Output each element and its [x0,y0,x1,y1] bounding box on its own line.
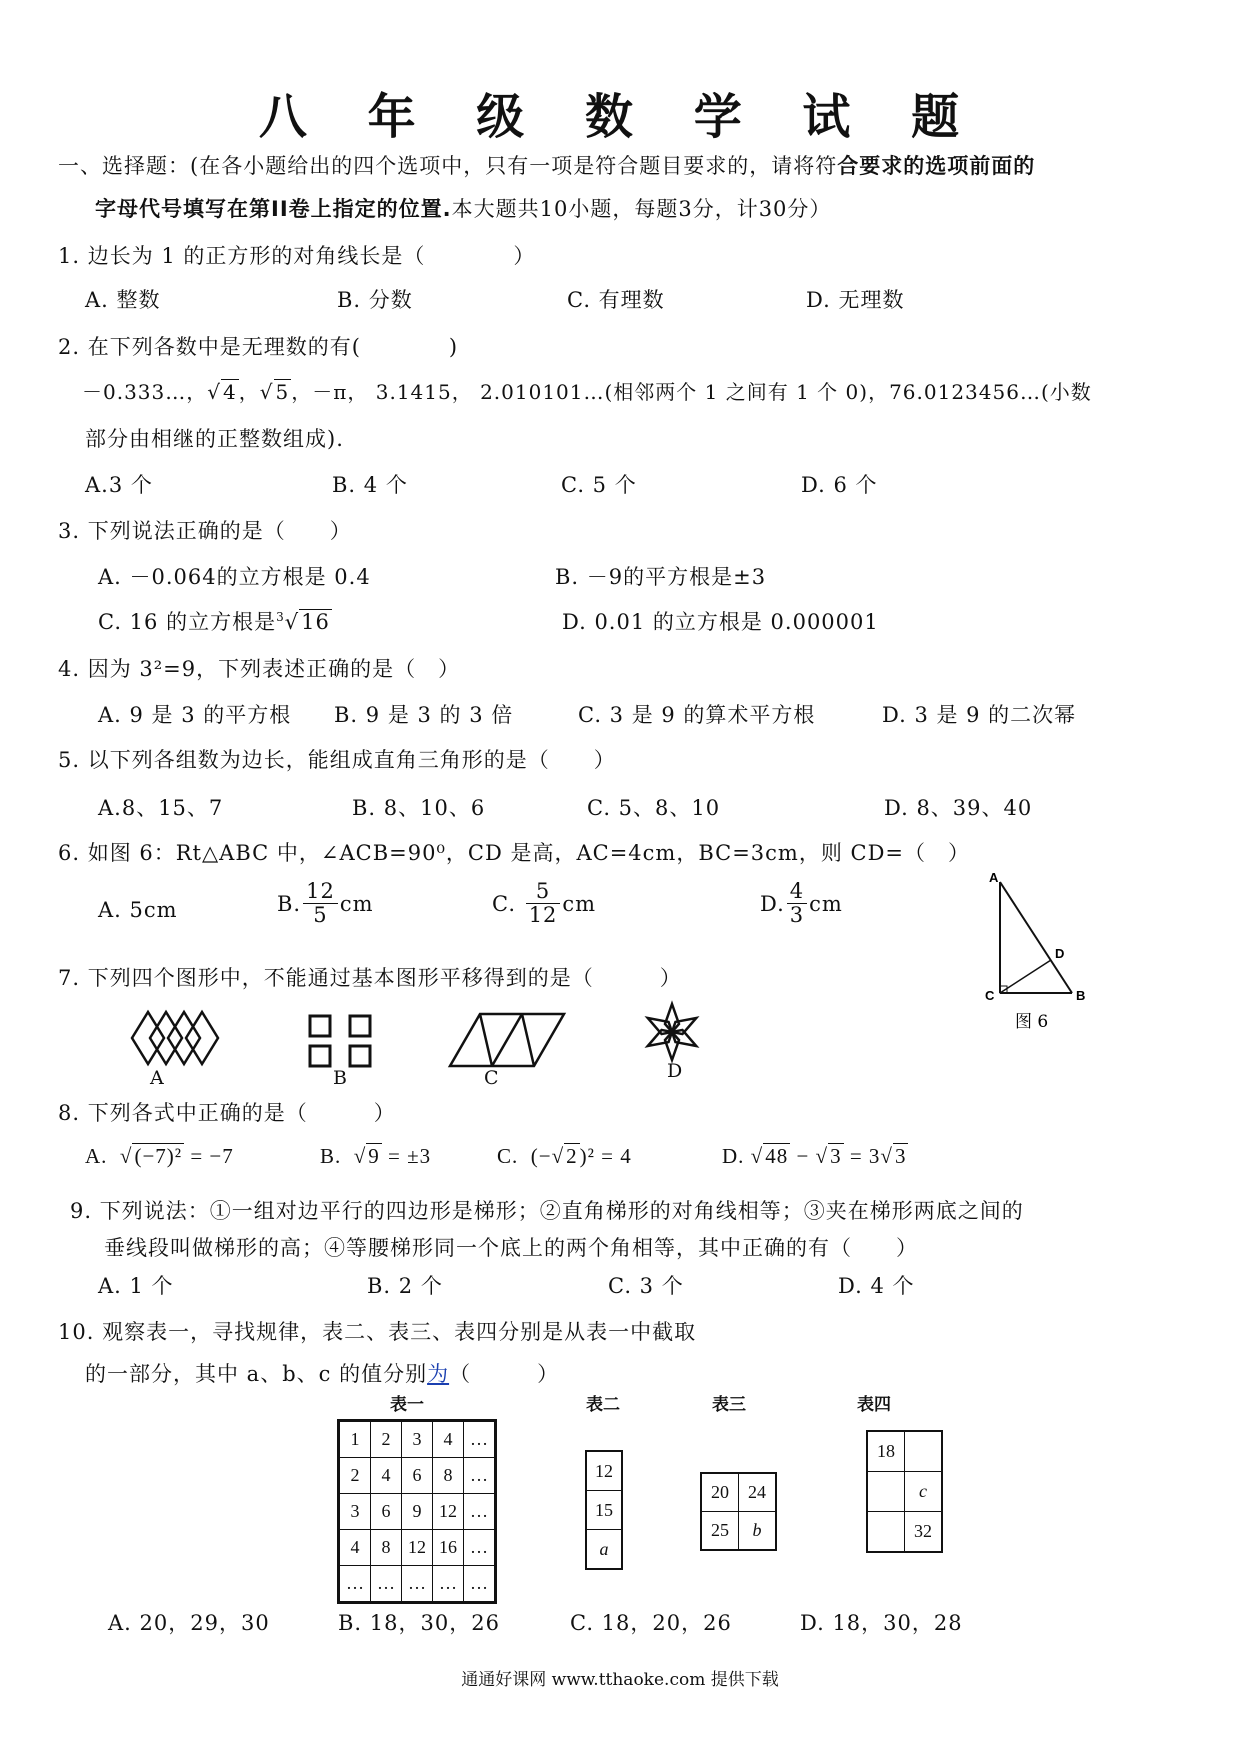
table4-grid [866,1430,943,1553]
table1-cell: 4 [339,1530,371,1566]
table4-cell [867,1472,905,1512]
q8-b-label: B. [320,1144,342,1168]
q7-figure-c-triangles [447,1010,567,1070]
table1-row [339,1458,496,1494]
table4-caption: 表四 [857,1395,891,1415]
q2-option-b: B. 4 个 [332,473,408,497]
q10-line1: 10. 观察表一，寻找规律，表二、表三、表四分别是从表一中截取 [58,1320,697,1344]
table4-cell: 18 [867,1431,905,1472]
q1-stem: 1. 边长为 1 的正方形的对角线长是（ ） [58,244,536,268]
table1-cell: … [464,1566,496,1603]
q5-stem: 5. 以下列各组数为边长，能组成直角三角形的是（ ） [58,748,616,772]
q6-option-a: A. 5cm [98,898,178,922]
q8-b-radicand: 9 [368,1144,380,1168]
q8-c-label: C. [497,1144,519,1168]
q1-option-b: B. 分数 [337,288,413,312]
table3-cell: 25 [701,1512,739,1551]
table1-cell: 6 [371,1494,402,1530]
q1-option-c: C. 有理数 [567,288,665,312]
q10-line2-bracket: （ ） [449,1362,560,1386]
q1-option-d: D. 无理数 [806,288,905,312]
q6-d-denominator: 3 [789,903,805,928]
q8-a-radicand: (−7)² [134,1144,183,1168]
q10-option-b: B. 18，30，26 [338,1611,500,1635]
q8-option-b: B. √9 = ±3 [320,1144,432,1168]
q6-option-c [492,880,596,927]
q5-option-a: A.8、15、7 [98,796,224,820]
table4-cell [867,1512,905,1553]
q8-c-pre: (− [530,1144,552,1168]
q4-option-a: A. 9 是 3 的平方根 [98,703,292,727]
q9-option-d: D. 4 个 [838,1274,915,1298]
table1-cell: … [464,1421,496,1458]
q3-stem: 3. 下列说法正确的是（ ） [58,519,352,543]
q2-sqrt4: 4 [223,380,237,404]
table1-row [339,1494,496,1530]
q6-stem: 6. 如图 6：Rt△ABC 中，∠ACB=90⁰，CD 是高，AC=4cm，BC=3cm，则 CD=（ ） [58,841,971,865]
table1-cell: 1 [339,1421,371,1458]
q6-option-d-label: D. [760,891,785,916]
q2-option-a: A.3 个 [85,473,153,497]
q4-option-d: D. 3 是 9 的二次幂 [882,703,1077,727]
q1-option-a: A. 整数 [85,288,161,312]
table1-row [339,1421,496,1458]
q6-c-denominator: 12 [528,903,558,928]
q2-list-rest: ，－π， 3.1415， 2.010101…(相邻两个 1 之间有 1 个 0)，76.0123456…(小数 [291,380,1092,404]
q7-figure-d-star [640,1000,704,1064]
q10-option-d: D. 18，30，28 [800,1611,963,1635]
table3-row [701,1512,776,1551]
fig6-label-c: C [985,988,995,1003]
table1-row [339,1530,496,1566]
q4-option-b: B. 9 是 3 的 3 倍 [334,703,514,727]
q6-option-b-fraction [303,880,338,927]
q7-label-a: A [150,1067,164,1089]
q8-option-c: C. (−√2)² = 4 [497,1144,632,1168]
table2-cell: a [586,1530,622,1570]
table1-cell: … [339,1566,371,1603]
q8-a-label: A. [85,1144,108,1168]
table1-cell: 8 [433,1458,464,1494]
table1-cell: … [464,1494,496,1530]
q5-option-c: C. 5、8、10 [587,796,721,820]
section-heading-bold: 合要求的选项前面的 [837,154,1036,178]
q8-option-a: A. √(−7)² = −7 [85,1144,234,1168]
q10-link[interactable]: 为 [427,1362,450,1386]
q8-c-radicand: 2 [566,1144,578,1168]
table3-caption: 表三 [712,1395,746,1415]
q2-number-list: －0.333…，√ 4 ，√ 5 ，－π， 3.1415， 2.010101…(相邻两个 1 之间有 1 个 0)，76.0123456…(小数 [82,380,1092,404]
fig6-label-a: A [989,870,999,885]
q4-option-c: C. 3 是 9 的算术平方根 [578,703,816,727]
q2-list-prefix: －0.333…， [82,380,208,404]
table1-caption: 表一 [390,1395,424,1415]
q6-option-d [760,880,843,927]
table4-row [867,1512,942,1553]
q8-d-equals: = 3 [843,1144,881,1168]
q8-c-rest: )² = 4 [579,1144,632,1168]
fig6-side-ab [1000,882,1072,993]
table1-row [339,1566,496,1603]
table3-cell: 24 [739,1473,777,1512]
q7-stem: 7. 下列四个图形中，不能通过基本图形平移得到的是（ ） [58,966,682,990]
q10-line2-text: 的一部分，其中 a、b、c 的值分别 [85,1362,428,1386]
table2-cell: 12 [586,1451,622,1491]
table1-cell: … [371,1566,402,1603]
q2-list-line2: 部分由相继的正整数组成). [85,427,344,451]
table2-row [586,1451,622,1491]
table4-cell: c [905,1472,943,1512]
figure-6-triangle [975,870,1095,1030]
table1-cell: … [433,1566,464,1603]
table1-cell: 16 [433,1530,464,1566]
fig6-altitude-cd [1000,960,1051,993]
section-heading-line2 [95,193,831,223]
q6-option-d-fraction [787,880,807,927]
section-heading-line1 [58,150,1035,180]
q6-b-denominator: 5 [313,903,328,928]
q8-d-label: D. [722,1144,745,1168]
q3-option-c-text: C. 16 的立方根是 [98,610,277,634]
q6-d-numerator: 4 [787,880,807,904]
q3-radicand: 16 [301,610,330,634]
section-heading-normal2: 本大题共10小题，每题3分，计30分） [451,197,832,221]
fig6-label-d: D [1055,946,1065,961]
table1-cell: 4 [371,1458,402,1494]
q6-b-numerator: 12 [303,880,338,904]
q2-option-d: D. 6 个 [801,473,878,497]
table4-row [867,1431,942,1472]
q3-option-b: B. －9的平方根是±3 [555,565,767,589]
q7-label-c: C [484,1067,499,1089]
q7-figure-a-diamonds [130,1008,220,1068]
q7-label-d: D [667,1060,683,1082]
q6-option-b-label: B. [277,891,302,916]
table1-cell: 12 [433,1494,464,1530]
table1-cell: … [464,1458,496,1494]
section-heading-normal: 一、选择题：(在各小题给出的四个选项中，只有一项是符合题目要求的，请将符 [58,154,838,178]
q6-option-b [277,880,374,927]
footer-source: 通通好课网 www.tthaoke.com 提供下载 [461,1670,779,1690]
table1-cell: … [464,1530,496,1566]
q10-line2 [85,1358,559,1388]
q3-option-a: A. －0.064的立方根是 0.4 [98,565,371,589]
q8-d-radicand2: 3 [830,1144,842,1168]
q6-option-c-fraction [526,880,561,927]
section-heading-bold2: 字母代号填写在第II卷上指定的位置. [95,197,452,221]
table4-row [867,1472,942,1512]
table3-row [701,1473,776,1512]
q2-sqrt5: 5 [275,380,290,404]
table2-row [586,1530,622,1570]
q9-line1: 9. 下列说法：①一组对边平行的四边形是梯形；②直角梯形的对角线相等；③夹在梯形两底之间的 [70,1199,1024,1223]
q8-stem: 8. 下列各式中正确的是（ ） [58,1101,396,1125]
q8-d-radicand1: 48 [765,1144,789,1168]
fig6-caption: 图 6 [1015,1012,1049,1030]
q6-b-unit: cm [339,891,374,916]
fig6-label-b: B [1076,988,1086,1003]
q6-c-numerator: 5 [526,880,561,904]
q6-c-unit: cm [562,891,597,916]
table1-cell: … [402,1566,433,1603]
q9-option-b: B. 2 个 [367,1274,443,1298]
q6-option-c-label: C. [492,891,516,916]
q9-option-c: C. 3 个 [608,1274,684,1298]
table1-cell: 8 [371,1530,402,1566]
q8-a-rest: = −7 [184,1144,234,1168]
q2-option-c: C. 5 个 [561,473,637,497]
q8-option-d: D. √48 − √3 = 3√3 [722,1144,907,1168]
table1-cell: 3 [402,1421,433,1458]
table2-cell: 15 [586,1491,622,1530]
page-title: 八 年 级 数 学 试 题 [258,89,982,145]
table1-cell: 6 [402,1458,433,1494]
q10-option-c: C. 18，20，26 [570,1611,732,1635]
table3-cell: 20 [701,1473,739,1512]
table1-cell: 2 [371,1421,402,1458]
q8-b-rest: = ±3 [381,1144,432,1168]
table4-cell: 32 [905,1512,943,1553]
q7-figure-b-squares [306,1012,376,1070]
table3-cell: b [739,1512,777,1551]
q3-option-c: C. 16 的立方根是$^3$√16 [98,610,330,634]
q7-label-b: B [333,1067,347,1089]
q6-d-unit: cm [809,891,843,916]
table1-cell: 4 [433,1421,464,1458]
q5-option-b: B. 8、10、6 [352,796,486,820]
table4-cell [905,1431,943,1472]
table2-caption: 表二 [586,1395,620,1415]
table2-row [586,1491,622,1530]
table1-cell: 3 [339,1494,371,1530]
q9-line2: 垂线段叫做梯形的高；④等腰梯形同一个底上的两个角相等，其中正确的有（ ） [104,1236,918,1260]
q4-stem: 4. 因为 3²=9，下列表述正确的是（ ） [58,657,461,681]
q5-option-d: D. 8、39、40 [884,796,1033,820]
table2-grid [585,1450,623,1570]
q9-option-a: A. 1 个 [98,1274,174,1298]
q8-d-radicand3: 3 [894,1144,907,1168]
q2-stem: 2. 在下列各数中是无理数的有( ) [58,335,459,359]
table1-cell: 12 [402,1530,433,1566]
q3-root-index: 3 [276,610,285,624]
q8-d-minus: − [790,1144,816,1168]
table3-grid [700,1472,777,1551]
table1-cell: 9 [402,1494,433,1530]
q3-option-d: D. 0.01 的立方根是 0.000001 [562,610,879,634]
table1-cell: 2 [339,1458,371,1494]
table1-grid [337,1419,497,1604]
q10-option-a: A. 20，29，30 [108,1611,270,1635]
